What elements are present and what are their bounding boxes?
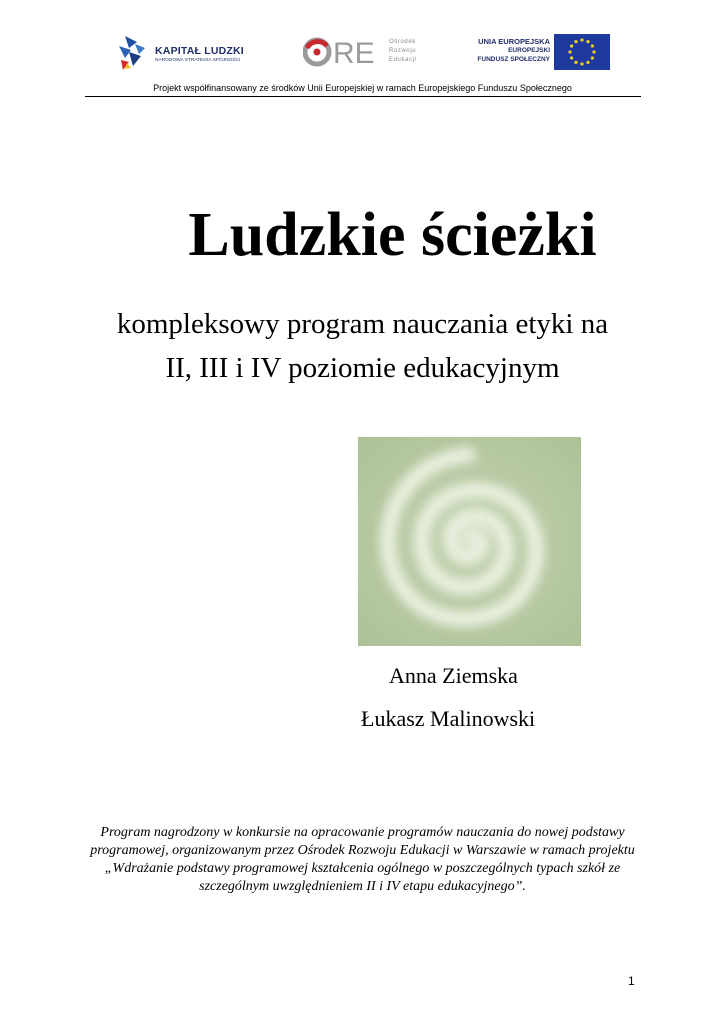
- green-spiral-image: [358, 437, 581, 646]
- eu-star: [586, 61, 589, 64]
- ore-word-2: Rozwoju: [389, 48, 417, 54]
- eu-text: [470, 37, 550, 64]
- eu-star: [568, 50, 571, 53]
- eu-star: [580, 62, 583, 65]
- eu-star: [592, 50, 595, 53]
- eu-star: [586, 40, 589, 43]
- document-title: Ludzkie ścieżki: [188, 201, 597, 269]
- ore-word-3: Edukacji: [389, 57, 417, 63]
- subtitle-line-1: kompleksowy program nauczania etyki na: [116, 308, 609, 340]
- author-1: Anna Ziemska: [389, 663, 518, 688]
- svg-text:RE: RE: [333, 37, 375, 68]
- kapital-ludzki-icon: [115, 32, 151, 72]
- eu-flag-icon: [554, 34, 610, 70]
- subtitle-line-2: II, III i IV poziomie edukacyjnym: [165, 352, 560, 384]
- kapital-ludzki-title: KAPITAŁ LUDZKI: [155, 45, 244, 57]
- eu-star: [591, 44, 594, 47]
- eu-star: [574, 40, 577, 43]
- page-number: 1: [628, 974, 635, 988]
- eu-star: [580, 38, 583, 41]
- ore-logo: [303, 36, 433, 68]
- document-subtitle: [0, 302, 725, 390]
- ore-icon: [303, 36, 383, 68]
- award-note: Program nagrodzony w konkursie na opracowanie programów nauczania do nowej podstawy programowej, organizowanym przez Ośrodek Rozwoju Edukacji w Warszawie w ramach projektu „Wdrażanie podstawy programowej kształcenia ogólnego w poszczególnych typach szkół ze szczególnym uwzględnieniem II i IV etapu edukacyjnego”.: [90, 825, 635, 894]
- header-divider: [85, 96, 641, 97]
- kapital-ludzki-text: [155, 45, 244, 63]
- kapital-ludzki-subtitle: NARODOWA STRATEGIA SPÓJNOŚCI: [155, 58, 241, 63]
- eu-line-2: EUROPEJSKI: [508, 47, 550, 54]
- eu-star: [570, 44, 573, 47]
- eu-logo: [470, 34, 612, 70]
- eu-line-3: FUNDUSZ SPOŁECZNY: [477, 56, 550, 63]
- eu-line-1: UNIA EUROPEJSKA: [478, 37, 550, 46]
- funding-note: Projekt współfinansowany ze środków Unii Europejskiej w ramach Europejskiego Funduszu Społecznego: [153, 83, 572, 93]
- eu-star: [574, 61, 577, 64]
- author-2: Łukasz Malinowski: [361, 706, 536, 731]
- eu-star: [570, 56, 573, 59]
- eu-star: [591, 56, 594, 59]
- ore-word-1: Ośrodek: [389, 39, 416, 45]
- ore-words: [389, 38, 416, 65]
- kapital-ludzki-logo: [115, 32, 265, 72]
